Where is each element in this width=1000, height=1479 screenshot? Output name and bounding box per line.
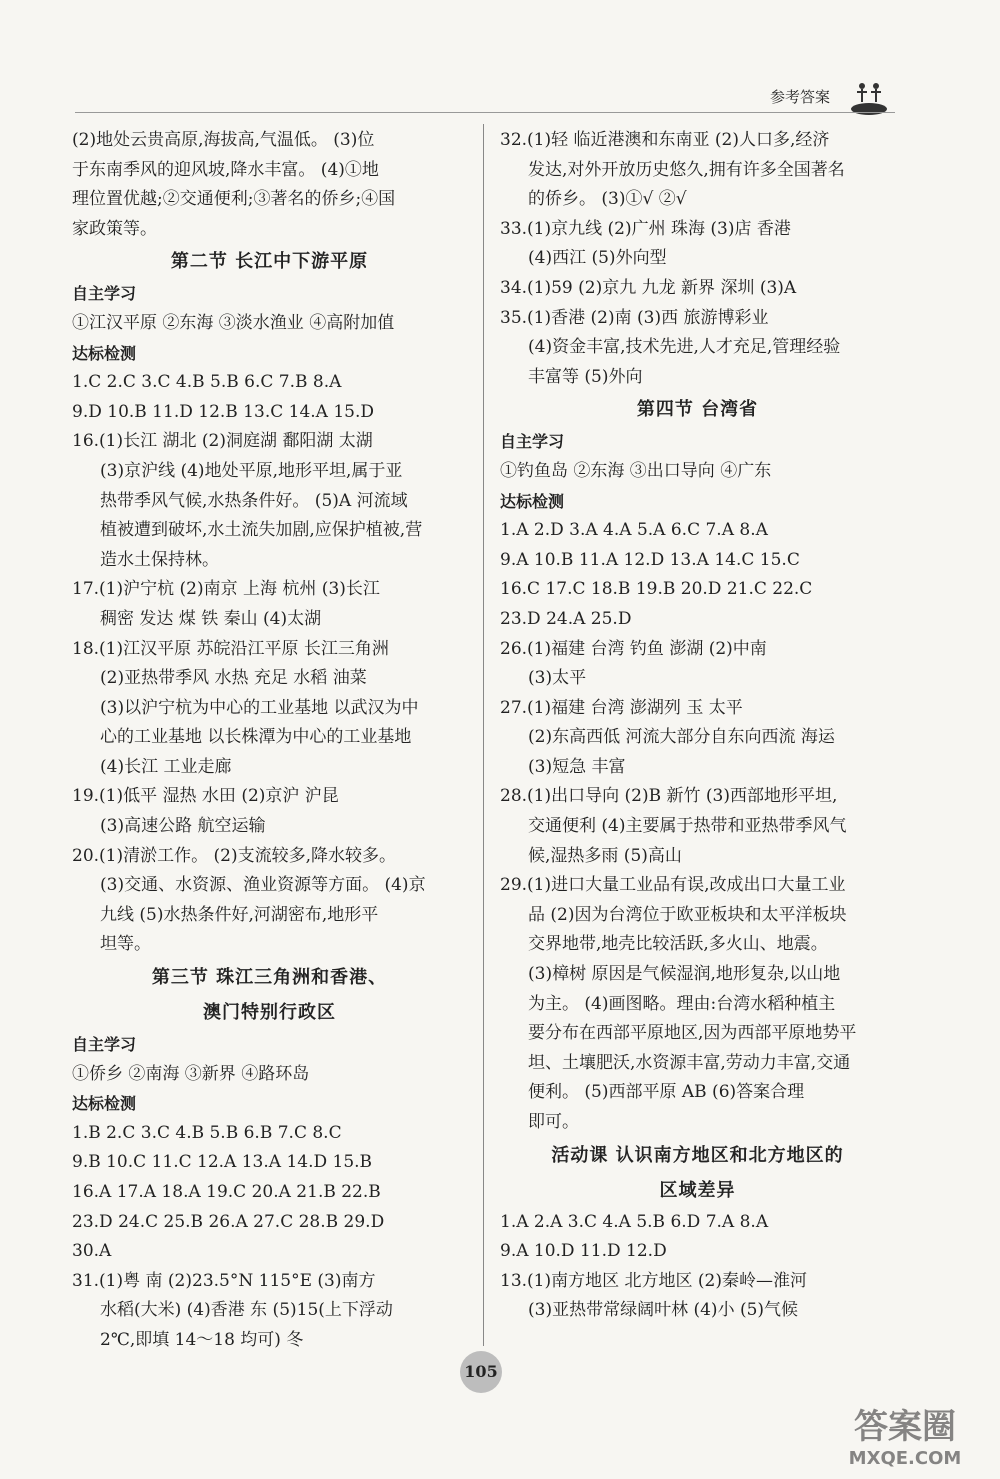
- answer-line: 20.(1)清淤工作。 (2)支流较多,降水较多。: [72, 845, 397, 866]
- svg-text:MXQE.COM: MXQE.COM: [848, 1448, 962, 1469]
- answer-line: (2)亚热带季风 水热 充足 水稻 油菜: [100, 668, 367, 689]
- answer-line: (3)京沪线 (4)地处平原,地形平坦,属于亚: [100, 460, 403, 481]
- answer-line: 理位置优越;②交通便利;③著名的侨乡;④国: [72, 189, 396, 210]
- subsection-label: 达标检测: [500, 491, 565, 511]
- book-reader-icon: [850, 78, 888, 116]
- answer-line: 16.A 17.A 18.A 19.C 20.A 21.B 22.B: [72, 1182, 381, 1202]
- answer-line: 33.(1)京九线 (2)广州 珠海 (3)店 香港: [500, 218, 791, 239]
- answer-line: (2)地处云贵高原,海拔高,气温低。 (3)位: [72, 130, 375, 150]
- answer-line: 候,湿热多雨 (5)高山: [528, 845, 682, 866]
- answer-line: 发达,对外开放历史悠久,拥有许多全国著名: [528, 159, 845, 180]
- answer-line: 2℃,即填 14～18 均可) 冬: [100, 1329, 304, 1350]
- section-title: 第四节 台湾省: [636, 399, 759, 421]
- header-label: 参考答案: [770, 88, 831, 106]
- answer-line: 要分布在西部平原地区,因为西部平原地势平: [528, 1023, 857, 1044]
- answer-line: ①侨乡 ②南海 ③新界 ④路环岛: [72, 1063, 310, 1084]
- answer-line: 28.(1)出口导向 (2)B 新竹 (3)西部地形平坦,: [500, 786, 838, 807]
- svg-text:答案圈: 答案圈: [854, 1407, 956, 1447]
- answer-line: 17.(1)沪宁杭 (2)南京 上海 杭州 (3)长江: [72, 579, 380, 600]
- answer-line: 为主。 (4)画图略。理由:台湾水稻种植主: [528, 993, 836, 1014]
- answer-line: (4)西江 (5)外向型: [528, 248, 667, 269]
- answer-line: 9.A 10.D 11.D 12.D: [500, 1241, 667, 1262]
- answer-line: (3)以沪宁杭为中心的工业基地 以武汉为中: [100, 697, 419, 718]
- answer-line: 造水土保持林。: [100, 549, 219, 570]
- answer-line: 坦、土壤肥沃,水资源丰富,劳动力丰富,交通: [528, 1052, 851, 1073]
- subsection-label: 自主学习: [72, 284, 137, 304]
- answer-line: (3)高速公路 航空运输: [100, 816, 266, 837]
- section-title: 活动课 认识南方地区和北方地区的: [551, 1144, 844, 1166]
- answer-line: 热带季风气候,水热条件好。 (5)A 河流域: [100, 490, 408, 511]
- answer-line: 家政策等。: [72, 218, 157, 239]
- answer-line: 18.(1)江汉平原 苏皖沿江平原 长江三角洲: [72, 638, 389, 659]
- answer-line: 35.(1)香港 (2)南 (3)西 旅游博彩业: [500, 307, 769, 328]
- answer-line: 便利。 (5)西部平原 AB (6)答案合理: [528, 1082, 805, 1103]
- watermark-logo: [820, 1400, 990, 1470]
- answer-line: 1.C 2.C 3.C 4.B 5.B 6.C 7.B 8.A: [72, 372, 342, 393]
- page-number: 105: [460, 1351, 502, 1393]
- answer-line: (2)东高西低 河流大部分自东向西流 海运: [528, 727, 835, 748]
- answer-line: 1.B 2.C 3.C 4.B 5.B 6.B 7.C 8.C: [72, 1122, 342, 1143]
- section-title: 第三节 珠江三角洲和香港、: [151, 967, 388, 989]
- answer-line: (4)长江 工业走廊: [100, 756, 232, 777]
- subsection-label: 自主学习: [72, 1035, 137, 1055]
- answer-line: 23.D 24.A 25.D: [500, 608, 632, 629]
- answer-line: 16.C 17.C 18.B 19.B 20.D 21.C 22.C: [500, 579, 813, 600]
- section-title: 澳门特别行政区: [203, 1002, 336, 1024]
- answer-line: 的侨乡。 (3)①√ ②√: [528, 189, 687, 210]
- answer-line: 心的工业基地 以长株潭为中心的工业基地: [100, 727, 412, 748]
- answer-line: 于东南季风的迎风坡,降水丰富。 (4)①地: [72, 159, 379, 180]
- answer-line: 稠密 发达 煤 铁 秦山 (4)太湖: [100, 608, 322, 629]
- answer-line: 13.(1)南方地区 北方地区 (2)秦岭—淮河: [500, 1270, 808, 1291]
- answer-line: 27.(1)福建 台湾 澎湖列 玉 太平: [500, 697, 743, 718]
- answer-line: ①江汉平原 ②东海 ③淡水渔业 ④高附加值: [72, 312, 395, 333]
- answer-line: 9.A 10.B 11.A 12.D 13.A 14.C 15.C: [500, 549, 800, 570]
- answer-line: (3)短急 丰富: [528, 756, 626, 777]
- left-column: [72, 126, 467, 1356]
- subsection-label: 自主学习: [500, 432, 565, 452]
- answer-line: 34.(1)59 (2)京九 九龙 新界 深圳 (3)A: [500, 277, 797, 298]
- section-title: 区域差异: [659, 1179, 736, 1201]
- subsection-label: 达标检测: [72, 343, 137, 363]
- section-title: 第二节 长江中下游平原: [170, 251, 369, 273]
- answer-line: 1.A 2.D 3.A 4.A 5.A 6.C 7.A 8.A: [500, 520, 768, 541]
- answer-line: 30.A: [72, 1241, 112, 1262]
- answer-line: 植被遭到破坏,水土流失加剧,应保护植被,营: [100, 520, 423, 541]
- answer-line: 水稻(大米) (4)香港 东 (5)15(上下浮动: [100, 1300, 393, 1321]
- answer-line: ①钓鱼岛 ②东海 ③出口导向 ④广东: [500, 460, 772, 481]
- answer-line: 32.(1)轻 临近港澳和东南亚 (2)人口多,经济: [500, 130, 830, 150]
- answer-line: 31.(1)粤 南 (2)23.5°N 115°E (3)南方: [72, 1270, 376, 1291]
- answer-line: 23.D 24.C 25.B 26.A 27.C 28.B 29.D: [72, 1211, 385, 1232]
- answer-line: 即可。: [528, 1112, 579, 1132]
- answer-line: (3)交通、水资源、渔业资源等方面。 (4)京: [100, 875, 426, 896]
- answer-line: 坦等。: [100, 934, 151, 955]
- answer-line: 9.D 10.B 11.D 12.B 13.C 14.A 15.D: [72, 401, 375, 422]
- answer-line: 1.A 2.A 3.C 4.A 5.B 6.D 7.A 8.A: [500, 1211, 769, 1232]
- answer-line: 丰富等 (5)外向: [528, 366, 643, 387]
- answer-line: 交界地带,地壳比较活跃,多火山、地震。: [528, 934, 828, 955]
- right-column: [500, 126, 895, 1326]
- answer-line: (3)樟树 原因是气候湿润,地形复杂,以山地: [528, 964, 841, 985]
- answer-line: (3)亚热带常绿阔叶林 (4)小 (5)气候: [528, 1300, 799, 1321]
- answer-line: 品 (2)因为台湾位于欧亚板块和太平洋板块: [528, 904, 847, 925]
- answer-line: 19.(1)低平 湿热 水田 (2)京沪 沪昆: [72, 786, 339, 807]
- answer-line: 16.(1)长江 湖北 (2)洞庭湖 鄱阳湖 太湖: [72, 431, 373, 452]
- answer-line: (4)资金丰富,技术先进,人才充足,管理经验: [528, 337, 841, 358]
- answer-line: 九线 (5)水热条件好,河湖密布,地形平: [100, 904, 379, 925]
- answer-line: 9.B 10.C 11.C 12.A 13.A 14.D 15.B: [72, 1152, 373, 1173]
- header-rule: [75, 112, 895, 113]
- answer-line: (3)太平: [528, 668, 587, 689]
- answer-line: 29.(1)进口大量工业品有误,改成出口大量工业: [500, 875, 846, 896]
- subsection-label: 达标检测: [72, 1094, 137, 1114]
- answer-line: 交通便利 (4)主要属于热带和亚热带季风气: [528, 816, 847, 837]
- column-divider: [483, 124, 484, 1346]
- answer-line: 26.(1)福建 台湾 钓鱼 澎湖 (2)中南: [500, 638, 767, 659]
